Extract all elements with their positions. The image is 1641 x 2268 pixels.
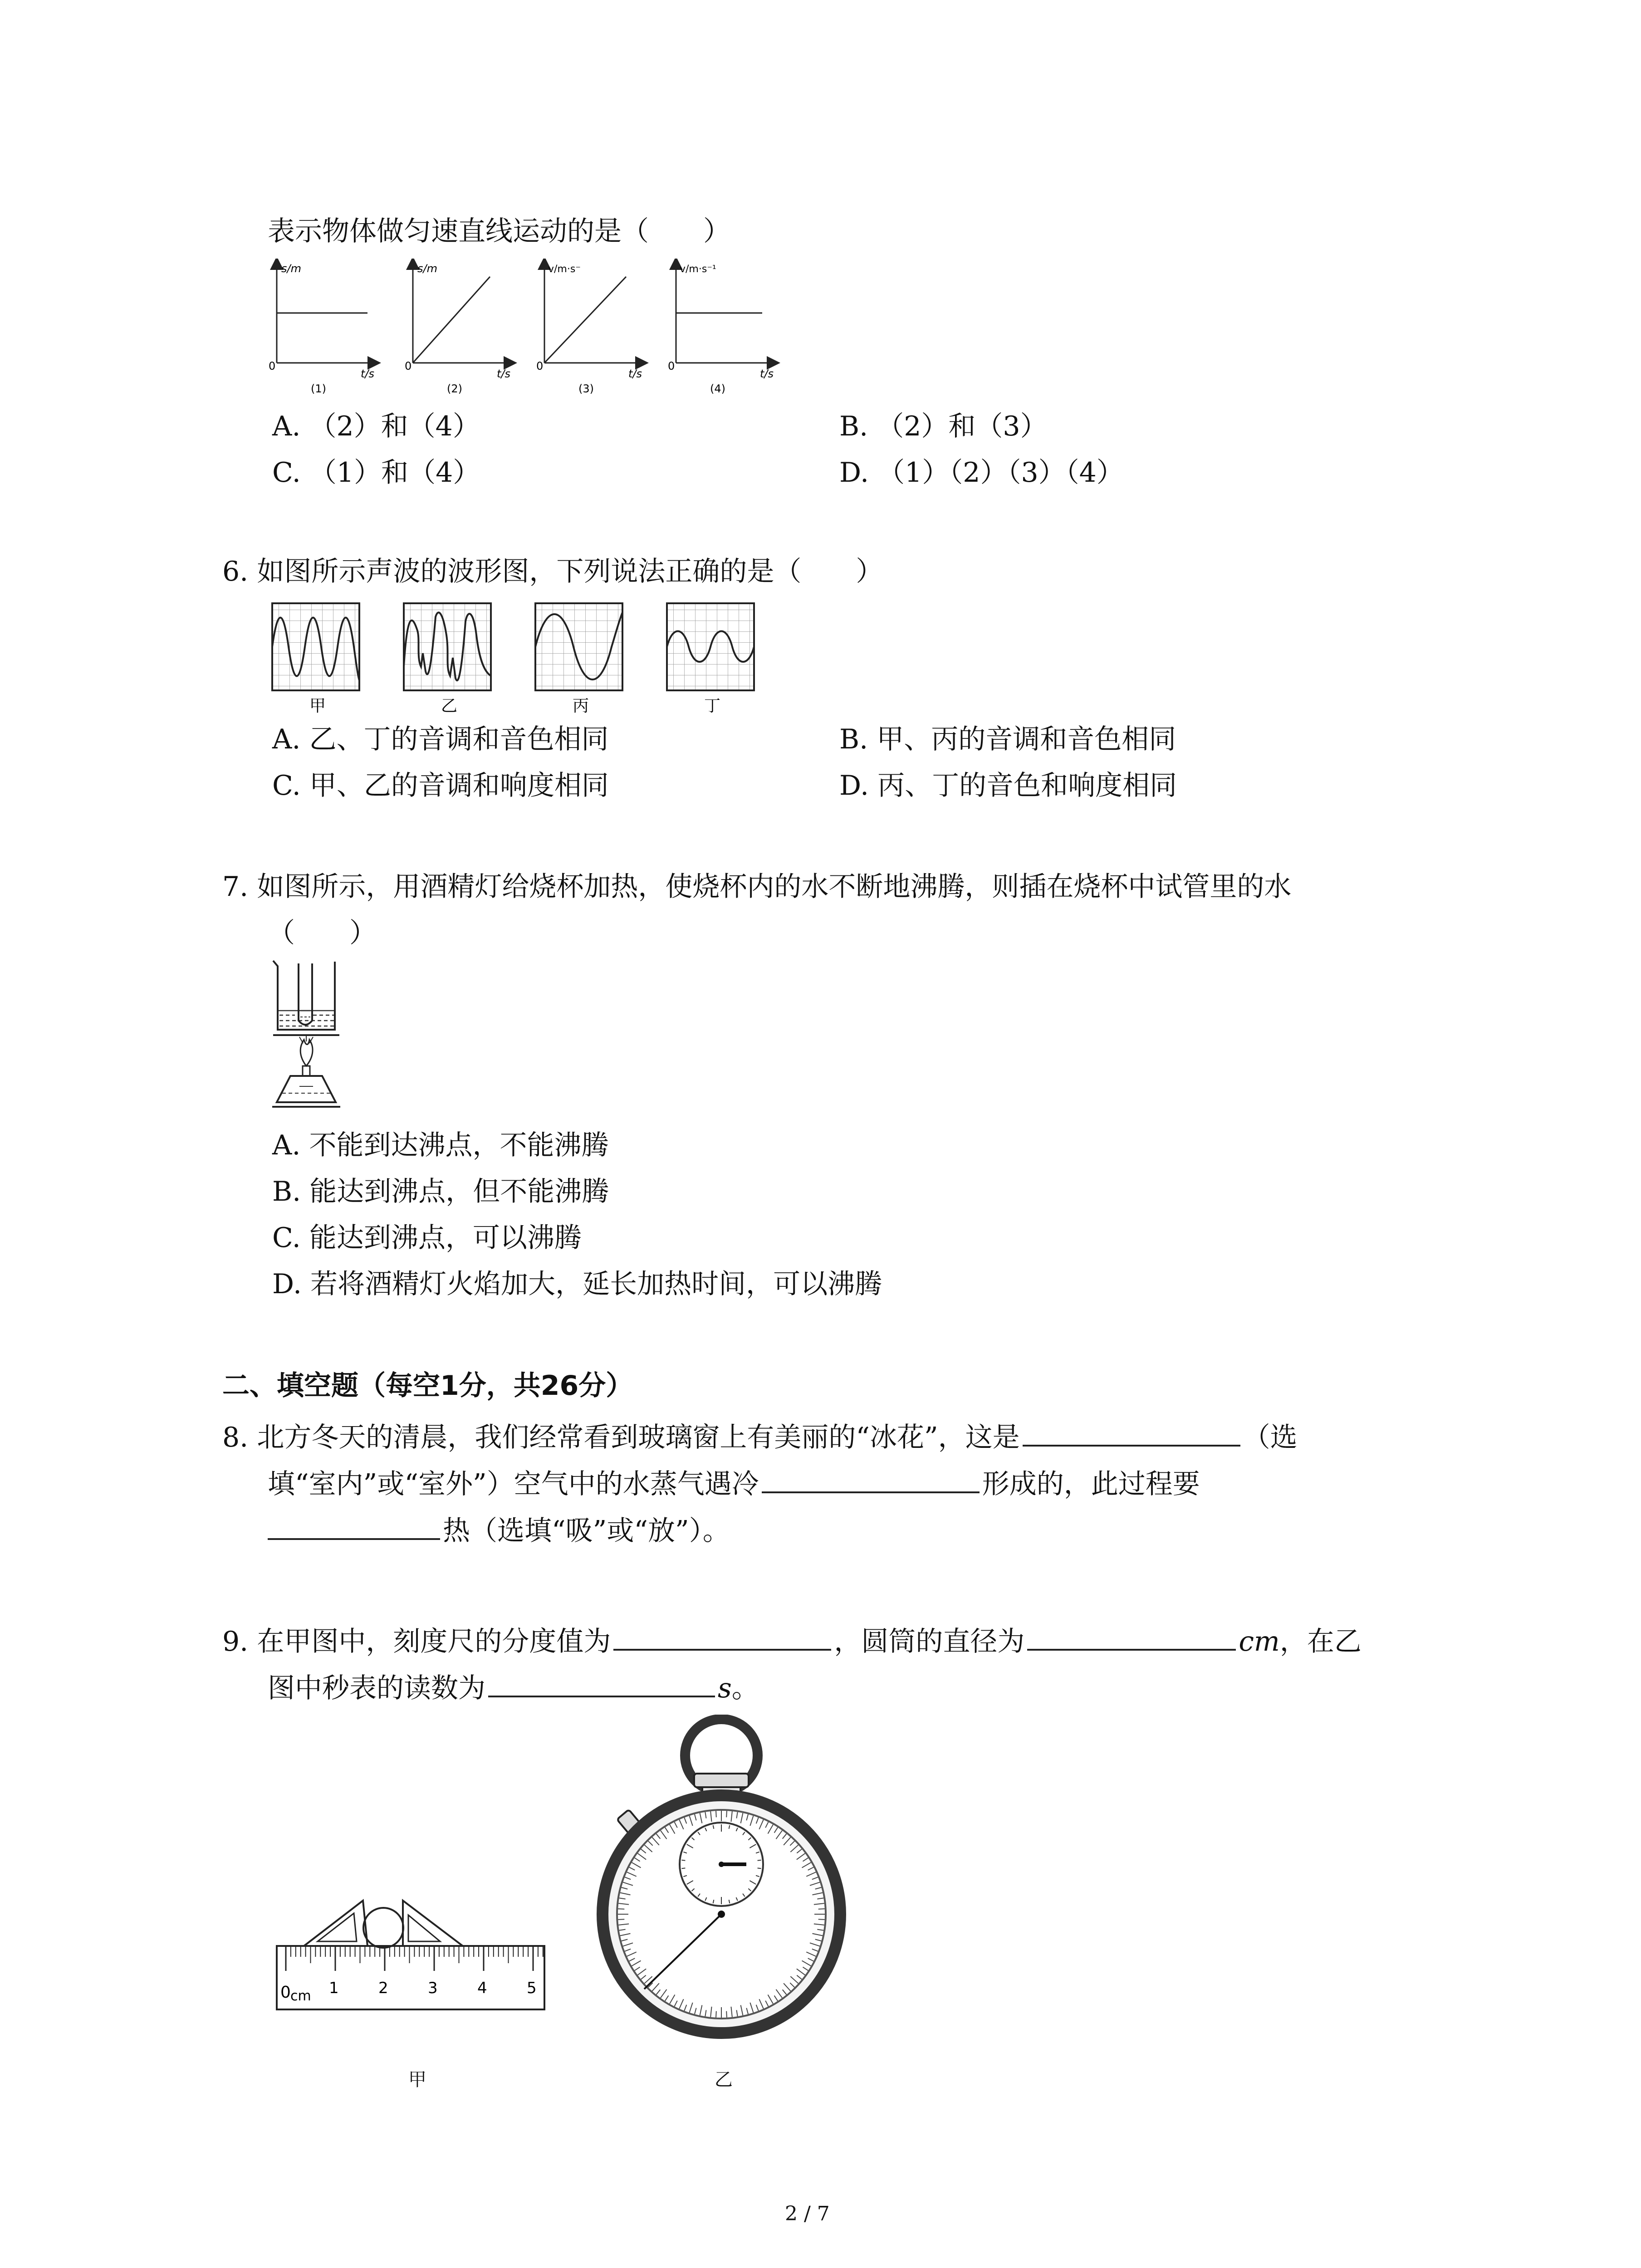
q9-text-1b: ，圆筒的直径为 — [834, 1626, 1025, 1657]
ruler-tick-4: 4 — [477, 1979, 487, 1997]
q9-unit-cm: cm — [1239, 1626, 1280, 1657]
graph-3-xlabel: t/s — [628, 367, 642, 380]
q5-motion-graphs — [263, 259, 817, 395]
ruler-tick-0: 0 — [280, 1983, 291, 2002]
q7-option-b[interactable]: B. 能达到沸点，但不能沸腾 — [272, 1176, 609, 1207]
wave-label-yi: 乙 — [441, 697, 458, 715]
q6-option-d[interactable]: D. 丙、丁的音色和响度相同 — [839, 770, 1177, 802]
q9-ruler-figure — [268, 1882, 558, 2028]
fig-label-jia: 甲 — [408, 2069, 426, 2090]
wave-label-bing: 丙 — [573, 697, 589, 715]
q7-apparatus — [268, 957, 345, 1120]
page-number: 2 / 7 — [785, 2202, 830, 2225]
q8-blank-3[interactable] — [268, 1511, 440, 1540]
set-square-left — [304, 1901, 367, 1946]
graph-4-ylabel: v/m·s⁻¹ — [680, 264, 716, 275]
q9-text-2a: 图中秒表的读数为 — [268, 1672, 485, 1704]
graph-4 — [668, 263, 774, 395]
q9-unit-s: s — [718, 1672, 732, 1704]
q9-text-2end: 。 — [731, 1672, 759, 1704]
wave-label-jia: 甲 — [309, 697, 326, 715]
q7-option-d[interactable]: D. 若将酒精灯火焰加大，延长加热时间，可以沸腾 — [272, 1268, 882, 1300]
graph-2-xlabel: t/s — [497, 367, 510, 380]
graph-3-ylabel: v/m·s⁻ — [548, 264, 581, 275]
q8-line-1 — [222, 1418, 1298, 1456]
q8-text-1a: 8. 北方冬天的清晨，我们经常看到玻璃窗上有美丽的“冰花”，这是 — [222, 1422, 1020, 1453]
set-square-right — [403, 1901, 463, 1946]
cylinder-cross-section — [363, 1908, 403, 1948]
lamp-wick-holder — [303, 1066, 310, 1076]
q8-text-2b: 形成的，此过程要 — [982, 1468, 1200, 1500]
wave-jia — [272, 603, 359, 715]
q5-option-b[interactable]: B. （2）和（3） — [839, 411, 1048, 442]
q7-option-c[interactable]: C. 能达到沸点，可以沸腾 — [272, 1222, 582, 1254]
beaker — [273, 961, 335, 1030]
graph-3-line — [544, 277, 626, 363]
q7-stem: 7. 如图所示，用酒精灯给烧杯加热，使烧杯内的水不断地沸腾，则插在烧杯中试管里的水 — [222, 871, 1292, 903]
graph-1-ylabel: s/m — [281, 262, 301, 275]
stopwatch-minute-tick — [681, 1860, 685, 1861]
q9-line-2 — [268, 1668, 759, 1706]
ruler-tick-1: 1 — [329, 1979, 339, 1997]
ruler-body — [277, 1946, 544, 2009]
flame — [300, 1040, 313, 1066]
graph-2-line — [413, 277, 490, 363]
graph-4-origin: 0 — [668, 360, 675, 372]
q6-option-b[interactable]: B. 甲、丙的音调和音色相同 — [839, 723, 1176, 755]
ruler-tick-3: 3 — [428, 1979, 438, 1997]
q8-blank-1[interactable] — [1023, 1418, 1240, 1447]
q9-blank-3[interactable] — [488, 1668, 715, 1697]
q5-option-a[interactable]: A. （2）和（4） — [272, 411, 480, 442]
q5-option-d[interactable]: D. （1）（2）（3）（4） — [839, 457, 1124, 489]
graph-1-caption: (1) — [311, 382, 326, 395]
q7-option-a[interactable]: A. 不能到达沸点，不能沸腾 — [272, 1129, 609, 1161]
stopwatch-tick — [618, 1919, 624, 1920]
q6-waveforms — [268, 599, 767, 717]
ruler-tick-2: 2 — [378, 1979, 388, 1997]
ruler-unit: cm — [290, 1988, 311, 2004]
ruler-ticks — [286, 1946, 543, 1971]
q9-blank-1[interactable] — [613, 1622, 831, 1651]
ruler-tick-5: 5 — [527, 1979, 537, 1997]
q9-text-1c: ，在乙 — [1279, 1626, 1362, 1657]
fig-label-yi: 乙 — [715, 2069, 733, 2090]
q6-option-c[interactable]: C. 甲、乙的音调和响度相同 — [272, 770, 609, 802]
stopwatch-tick — [726, 1811, 727, 1817]
q7-paren: （ ） — [268, 917, 377, 949]
q6-stem: 6. 如图所示声波的波形图，下列说法正确的是（ ） — [222, 556, 883, 587]
graph-1-xlabel: t/s — [361, 367, 374, 380]
q8-text-2a: 填“室内”或“室外”）空气中的水蒸气遇冷 — [268, 1468, 759, 1500]
graph-1 — [269, 262, 374, 395]
q9-line-1 — [222, 1622, 1362, 1660]
graph-3-origin: 0 — [536, 360, 544, 372]
wave-yi — [404, 603, 491, 715]
q8-text-1b: （选 — [1243, 1422, 1298, 1453]
graph-2-ylabel: s/m — [417, 262, 437, 275]
graph-4-xlabel: t/s — [760, 367, 774, 380]
q5-option-c[interactable]: C. （1）和（4） — [272, 457, 480, 489]
q9-blank-2[interactable] — [1027, 1622, 1236, 1651]
wave-bing — [535, 603, 622, 715]
alcohol-lamp — [277, 1076, 336, 1102]
q9-text-1a: 9. 在甲图中，刻度尺的分度值为 — [222, 1626, 611, 1657]
graph-1-origin: 0 — [269, 360, 276, 372]
graph-2 — [405, 262, 510, 395]
graph-2-origin: 0 — [405, 360, 412, 372]
graph-2-caption: (2) — [447, 382, 462, 395]
test-tube — [299, 963, 312, 1025]
q8-line-2 — [268, 1464, 1200, 1502]
stopwatch-tick — [726, 2011, 727, 2018]
q8-text-3b: 热（选填“吸”或“放”）。 — [443, 1515, 730, 1547]
q6-option-a[interactable]: A. 乙、丁的音调和音色相同 — [272, 723, 609, 755]
graph-3 — [536, 263, 642, 395]
wave-label-ding: 丁 — [704, 697, 721, 715]
stopwatch-tick — [818, 1919, 825, 1920]
q9-stopwatch-figure — [590, 1715, 853, 2050]
wave-ding — [667, 603, 754, 715]
graph-4-caption: (4) — [710, 382, 725, 395]
q8-blank-2[interactable] — [762, 1464, 980, 1493]
stopwatch-minute-tick — [758, 1860, 761, 1861]
q5-stem: 表示物体做匀速直线运动的是（ ） — [268, 215, 730, 247]
section2-title: 二、填空题（每空1分，共26分） — [222, 1370, 633, 1402]
graph-3-caption: (3) — [578, 382, 594, 395]
q8-line-3 — [268, 1511, 730, 1549]
